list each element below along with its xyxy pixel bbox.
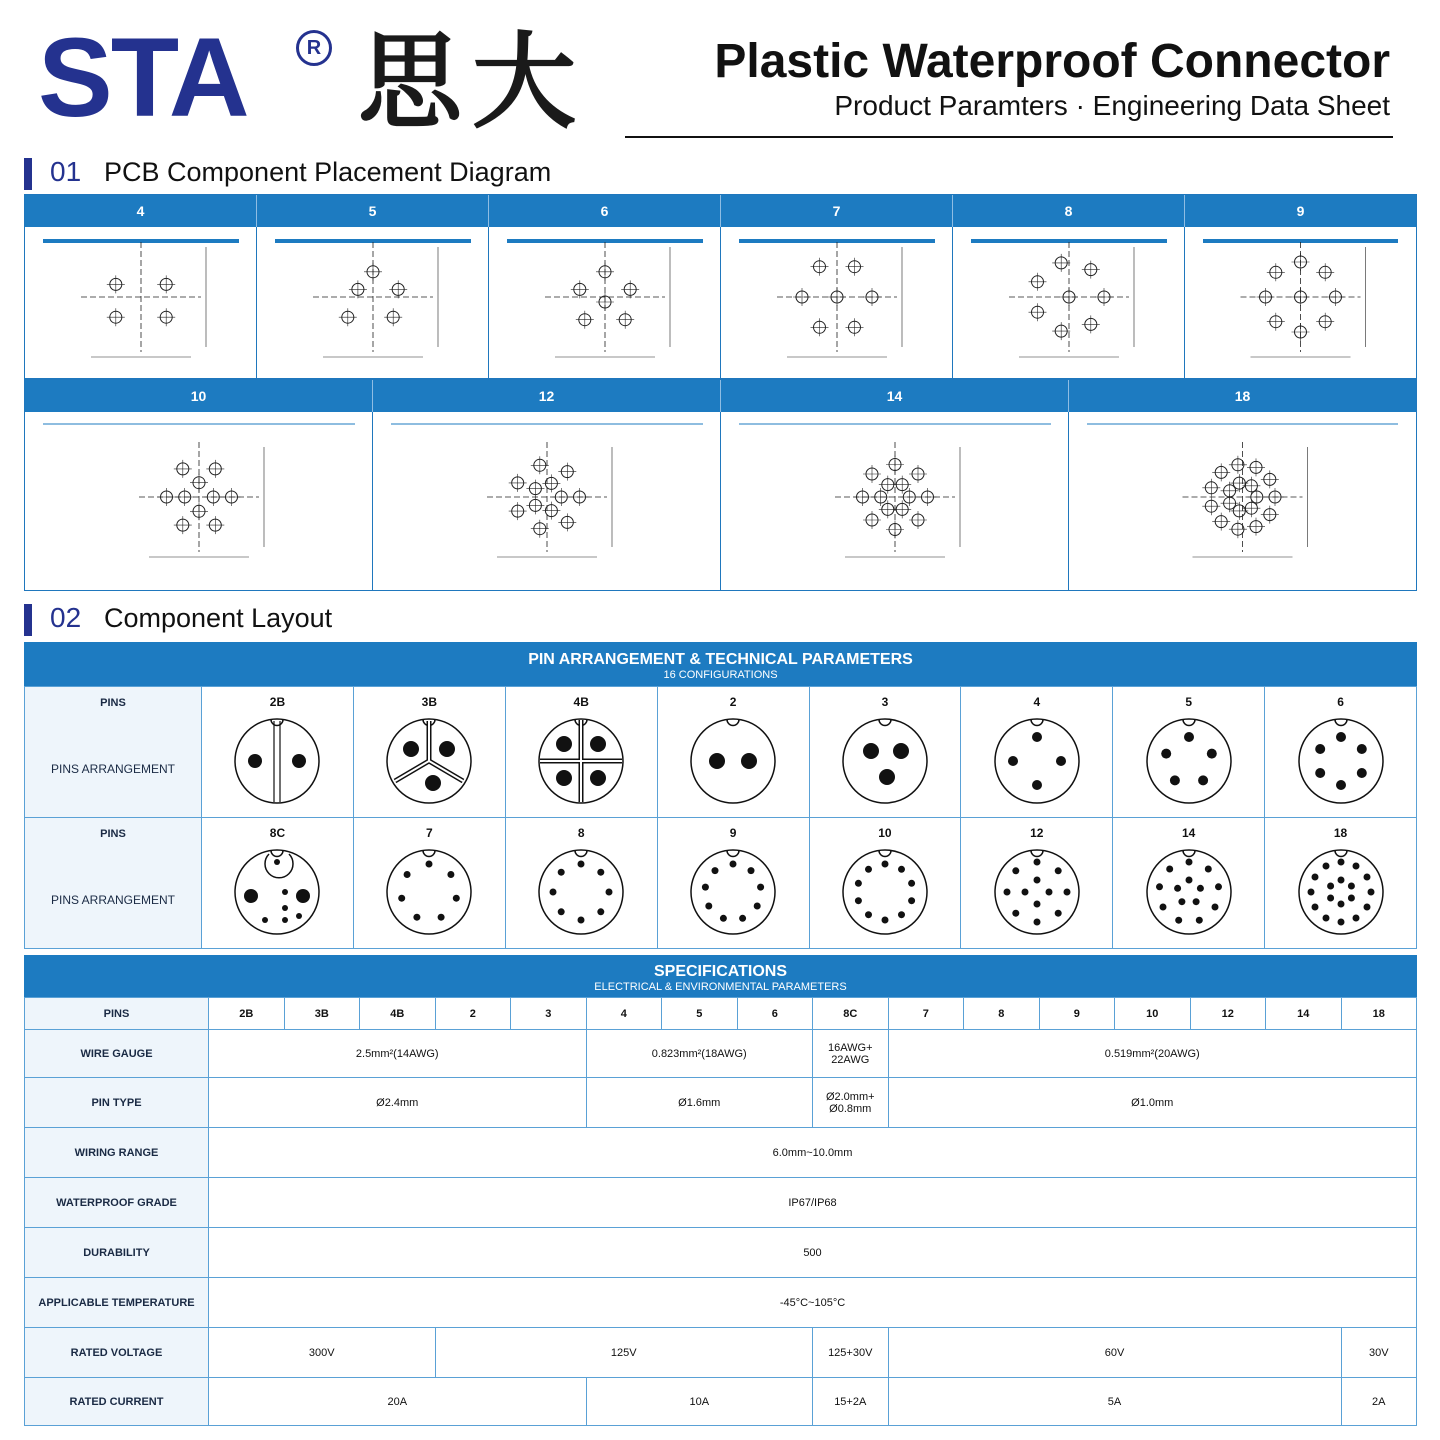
- spec-pin-column: 2: [435, 998, 511, 1030]
- pin-config-label: 8: [577, 826, 585, 840]
- pin-config-cell: [505, 687, 657, 818]
- pin-type-label: PIN TYPE: [25, 1078, 209, 1128]
- pin-contact: [1055, 910, 1062, 917]
- pcb-label: 7: [721, 195, 953, 227]
- pin-contact: [754, 903, 761, 910]
- pin-config-label: 10: [878, 826, 892, 840]
- pin-contact: [578, 861, 585, 868]
- section-marker: [24, 158, 32, 190]
- pin-contact: [1327, 883, 1334, 890]
- pin-contact: [1352, 915, 1359, 922]
- pin-contact: [855, 880, 862, 887]
- pcb-label: 10: [25, 380, 373, 412]
- pin-contact: [1021, 889, 1028, 896]
- pin-contact: [1336, 780, 1346, 790]
- pin-contact: [1033, 877, 1040, 884]
- pin-contact: [1204, 866, 1211, 873]
- pin-contact: [550, 889, 557, 896]
- pin-contact: [1195, 917, 1202, 924]
- specs-subtitle: ELECTRICAL & ENVIRONMENTAL PARAMETERS: [594, 981, 847, 993]
- pin-contact: [606, 889, 613, 896]
- pin-contact: [893, 743, 909, 759]
- section-number: 02: [50, 602, 82, 633]
- wiring-range-row: [25, 1128, 1417, 1178]
- pin-contact: [1012, 867, 1019, 874]
- pin-contact: [865, 866, 872, 873]
- pcb-diagram: [25, 412, 373, 590]
- pin-contact: [597, 869, 604, 876]
- pin-contact: [720, 915, 727, 922]
- rated-voltage-value: 30V: [1341, 1328, 1417, 1378]
- pin-config-cell: [1113, 818, 1265, 949]
- pin-type-row: [25, 1078, 1417, 1128]
- temperature-value: -45°C~105°C: [209, 1278, 1417, 1328]
- section-number: 01: [50, 156, 82, 187]
- spec-pin-column: 4B: [360, 998, 436, 1030]
- pcb-row1-header: [25, 195, 1416, 227]
- pin-contact: [453, 895, 460, 902]
- pin-contact: [1033, 859, 1040, 866]
- pin-contact: [855, 897, 862, 904]
- wiring-range-value: 6.0mm~10.0mm: [209, 1128, 1417, 1178]
- pin-contact: [1033, 901, 1040, 908]
- pin-contact: [1322, 915, 1329, 922]
- pcb-grid-row1: [24, 194, 1417, 379]
- pin-contact: [1337, 919, 1344, 926]
- pin-config-label: 6: [1337, 695, 1344, 709]
- pin-config-cell: [202, 818, 354, 949]
- rated-current-value: 5A: [888, 1378, 1341, 1426]
- header-divider: [625, 136, 1393, 138]
- durability-label: DURABILITY: [25, 1228, 209, 1278]
- wire-gauge-value: 2.5mm²(14AWG): [209, 1030, 587, 1078]
- pin-config-cell: [505, 818, 657, 949]
- pin-contact: [1197, 885, 1204, 892]
- pin-config-cell: [202, 687, 354, 818]
- pin-contact: [1063, 889, 1070, 896]
- pin-contact: [1356, 768, 1366, 778]
- spec-pin-column: 7: [888, 998, 964, 1030]
- brand-latin: STA: [38, 15, 248, 140]
- durability-row: [25, 1228, 1417, 1278]
- pin-contact: [404, 871, 411, 878]
- pcb-label: 18: [1234, 388, 1251, 404]
- spec-pin-column: 10: [1115, 998, 1191, 1030]
- specs-header: [24, 955, 1417, 997]
- spec-pin-column: 3: [511, 998, 587, 1030]
- pin-config-cell: [353, 818, 505, 949]
- pin-contact: [1363, 874, 1370, 881]
- pcb-label: 5: [257, 195, 489, 227]
- pin-config-label: 8C: [269, 826, 286, 840]
- pin-config-cell: [1265, 687, 1417, 818]
- pcb-footprint-svg: [257, 227, 489, 378]
- spec-pin-column: 12: [1190, 998, 1266, 1030]
- pin-contact: [739, 915, 746, 922]
- pin-contact: [274, 859, 280, 865]
- pin-contact: [1032, 732, 1042, 742]
- pin-contact: [1311, 874, 1318, 881]
- pin-face-diagram: [531, 711, 631, 811]
- pin-contact: [1215, 883, 1222, 890]
- pin-config-cell: [961, 818, 1113, 949]
- pin-contact: [1206, 749, 1216, 759]
- connector-outline: [843, 719, 927, 803]
- pin-contact: [709, 753, 725, 769]
- pcb-footprint-svg: [25, 412, 373, 590]
- pin-contact: [558, 869, 565, 876]
- rated-current-row: [25, 1378, 1417, 1426]
- pin-config-cell: [657, 687, 809, 818]
- pin-arrangement-table: [24, 686, 1417, 949]
- pin-contact: [879, 769, 895, 785]
- pin-config-cell: [809, 687, 961, 818]
- pin-contact: [1159, 904, 1166, 911]
- pin-contact: [1347, 895, 1354, 902]
- pin-config-label: 12: [1030, 826, 1044, 840]
- pin-config-label: 5: [1185, 695, 1193, 709]
- arrangement-label: PINS ARRANGEMENT: [50, 762, 176, 776]
- pin-contact: [1198, 775, 1208, 785]
- pin-contact: [448, 871, 455, 878]
- pin-contact: [1184, 732, 1194, 742]
- pin-type-value: Ø2.4mm: [209, 1078, 587, 1128]
- pcb-footprint-svg: [1185, 227, 1416, 378]
- pcb-footprint-svg: [373, 412, 721, 590]
- rated-voltage-label: RATED VOLTAGE: [25, 1328, 209, 1378]
- section-heading-pcb: [24, 156, 724, 192]
- wire-gauge-value: 16AWG+ 22AWG: [813, 1030, 889, 1078]
- pin-contact: [558, 908, 565, 915]
- pin-contact: [757, 884, 764, 891]
- pcb-footprint-svg: [721, 227, 953, 378]
- brand-logo: [38, 15, 618, 141]
- waterproof-row: [25, 1178, 1417, 1228]
- pcb-diagram: [953, 227, 1185, 378]
- pin-config-label: 3: [881, 695, 889, 709]
- pins-label: PINS: [100, 828, 126, 840]
- pin-contact: [1367, 889, 1374, 896]
- pin-contact: [881, 917, 888, 924]
- connector-outline: [1147, 719, 1231, 803]
- spec-pin-column: 3B: [284, 998, 360, 1030]
- section-marker: [24, 604, 32, 636]
- pin-config-label: 7: [425, 826, 433, 840]
- spec-pin-column: 2B: [209, 998, 285, 1030]
- connector-outline: [1299, 719, 1383, 803]
- pcb-label: 8: [953, 195, 1185, 227]
- pin-contact: [1033, 919, 1040, 926]
- pin-face-diagram: [1139, 711, 1239, 811]
- pin-face-diagram: [987, 842, 1087, 942]
- pin-config-label: 9: [729, 826, 737, 840]
- pin-contact: [1322, 863, 1329, 870]
- pin-contact: [705, 903, 712, 910]
- spec-pins-label: PINS: [25, 998, 209, 1030]
- pin-row: [25, 687, 1417, 818]
- pin-contact: [244, 889, 258, 903]
- pin-contact: [908, 897, 915, 904]
- pin-config-cell: [1113, 687, 1265, 818]
- pin-contact: [1307, 889, 1314, 896]
- pins-panel-subtitle: 16 CONFIGURATIONS: [663, 669, 778, 681]
- pins-label-cell: [25, 818, 202, 949]
- pin-contact: [292, 754, 306, 768]
- pin-contact: [730, 861, 737, 868]
- pin-contact: [282, 917, 288, 923]
- pcb-label: 12: [373, 380, 721, 412]
- pcb-footprint-svg: [489, 227, 721, 378]
- pin-contact: [1174, 885, 1181, 892]
- rated-voltage-value: 60V: [888, 1328, 1341, 1378]
- pin-contact: [898, 911, 905, 918]
- pcb-diagram: [489, 227, 721, 378]
- wire-gauge-row: [25, 1030, 1417, 1078]
- page-title: Plastic Waterproof Connector: [714, 35, 1390, 88]
- pin-contact: [590, 770, 606, 786]
- pin-config-label: 4B: [573, 695, 589, 709]
- pin-type-value: Ø2.0mm+ Ø0.8mm: [813, 1078, 889, 1128]
- pin-contact: [1166, 866, 1173, 873]
- pin-config-cell: [353, 687, 505, 818]
- pin-contact: [1170, 775, 1180, 785]
- arrangement-label: PINS ARRANGEMENT: [50, 893, 176, 907]
- pin-contact: [1175, 917, 1182, 924]
- spec-pin-column: 5: [662, 998, 738, 1030]
- pin-contact: [1337, 877, 1344, 884]
- connector-outline: [995, 719, 1079, 803]
- pin-contact: [590, 736, 606, 752]
- spec-pin-column: 8: [964, 998, 1040, 1030]
- spec-pin-column: 8C: [813, 998, 889, 1030]
- pin-face-diagram: [1291, 842, 1391, 942]
- pin-config-cell: [961, 687, 1113, 818]
- pin-contact: [282, 889, 288, 895]
- pcb-grid-row2: [24, 379, 1417, 591]
- pin-contact: [1003, 889, 1010, 896]
- pin-face-diagram: [227, 842, 327, 942]
- pcb-row2-cells: [25, 412, 1416, 590]
- pin-config-label: 18: [1333, 826, 1348, 840]
- pin-config-cell: [1265, 818, 1417, 949]
- pin-contact: [556, 736, 572, 752]
- section-title: Component Layout: [104, 603, 333, 633]
- pin-contact: [702, 884, 709, 891]
- pin-contact: [1032, 780, 1042, 790]
- pin-contact: [1185, 859, 1192, 866]
- pin-config-label: 3B: [421, 695, 437, 709]
- spec-pin-column: 6: [737, 998, 813, 1030]
- pin-contact: [1311, 904, 1318, 911]
- pin-contact: [438, 914, 445, 921]
- pcb-footprint-svg: [25, 227, 257, 378]
- pin-config-cell: [657, 818, 809, 949]
- waterproof-value: IP67/IP68: [209, 1178, 1417, 1228]
- pin-contact: [881, 861, 888, 868]
- page-subtitle: Product Paramters · Engineering Data Sheet: [834, 90, 1390, 121]
- rated-voltage-value: 125V: [435, 1328, 813, 1378]
- section-heading-layout: [24, 602, 724, 638]
- pin-contact: [1178, 898, 1185, 905]
- pin-contact: [1347, 883, 1354, 890]
- rated-current-value: 10A: [586, 1378, 813, 1426]
- pin-config-label: 4: [1033, 695, 1041, 709]
- connector-outline: [235, 719, 319, 803]
- pcb-diagram: [1185, 227, 1416, 378]
- pin-config-label: 14: [1182, 826, 1196, 840]
- pin-contact: [898, 866, 905, 873]
- pin-contact: [1315, 768, 1325, 778]
- pin-row: [25, 818, 1417, 949]
- rated-current-value: 2A: [1341, 1378, 1417, 1426]
- pin-contact: [578, 917, 585, 924]
- pin-contact: [748, 867, 755, 874]
- pin-contact: [1315, 744, 1325, 754]
- rated-current-label: RATED CURRENT: [25, 1378, 209, 1426]
- spec-pin-column: 14: [1266, 998, 1342, 1030]
- pin-contact: [1161, 749, 1171, 759]
- pin-contact: [1192, 898, 1199, 905]
- pin-contact: [1352, 863, 1359, 870]
- spec-pin-column: 9: [1039, 998, 1115, 1030]
- pin-contact: [1045, 889, 1052, 896]
- pin-contact: [439, 741, 455, 757]
- brand-chinese: 思大: [358, 25, 587, 141]
- pin-face-diagram: [835, 842, 935, 942]
- pin-contact: [1337, 859, 1344, 866]
- pin-contact: [1356, 744, 1366, 754]
- pin-contact: [296, 913, 302, 919]
- pin-contact: [556, 770, 572, 786]
- pins-label-cell: [25, 687, 202, 818]
- pcb-diagram: [25, 227, 257, 378]
- pcb-row2-header: [25, 380, 1416, 412]
- pin-face-diagram: [987, 711, 1087, 811]
- pin-contact: [863, 743, 879, 759]
- pcb-label: 14: [721, 380, 1069, 412]
- temperature-label: APPLICABLE TEMPERATURE: [25, 1278, 209, 1328]
- pin-face-diagram: [379, 711, 479, 811]
- connector-outline: [691, 719, 775, 803]
- pcb-label: 4: [25, 195, 257, 227]
- pcb-footprint-svg: [953, 227, 1185, 378]
- rated-voltage-value: 300V: [209, 1328, 436, 1378]
- pcb-diagram: [1069, 412, 1416, 590]
- spec-pin-column: 18: [1341, 998, 1417, 1030]
- wiring-range-label: WIRING RANGE: [25, 1128, 209, 1178]
- temperature-row: [25, 1278, 1417, 1328]
- pins-panel-header: [24, 642, 1417, 686]
- pins-label: PINS: [100, 697, 126, 709]
- pcb-diagram: [257, 227, 489, 378]
- pins-panel-title: PIN ARRANGEMENT & TECHNICAL PARAMETERS: [528, 651, 913, 668]
- section-title: PCB Component Placement Diagram: [104, 157, 552, 187]
- rated-current-value: 15+2A: [813, 1378, 889, 1426]
- pin-contact: [282, 905, 288, 911]
- pin-contact: [1156, 883, 1163, 890]
- pin-config-cell: [809, 818, 961, 949]
- pin-contact: [426, 861, 433, 868]
- pin-contact: [741, 753, 757, 769]
- pin-contact: [414, 914, 421, 921]
- pin-face-diagram: [531, 842, 631, 942]
- pin-contact: [1363, 904, 1370, 911]
- pin-face-diagram: [683, 711, 783, 811]
- rated-voltage-row: [25, 1328, 1417, 1378]
- pcb-diagram: [721, 227, 953, 378]
- pin-config-label: 2B: [269, 695, 286, 709]
- pin-type-value: Ø1.6mm: [586, 1078, 813, 1128]
- wire-gauge-value: 0.823mm²(18AWG): [586, 1030, 813, 1078]
- registered-mark: R: [296, 30, 332, 66]
- pcb-diagram: [721, 412, 1069, 590]
- specs-title: SPECIFICATIONS: [653, 963, 788, 980]
- pcb-row1-cells: [25, 227, 1416, 378]
- rated-voltage-value: 125+30V: [813, 1328, 889, 1378]
- pin-contact: [1008, 756, 1018, 766]
- pcb-diagram: [373, 412, 721, 590]
- pin-contact: [248, 754, 262, 768]
- spec-pin-column: 4: [586, 998, 662, 1030]
- pin-contact: [1185, 877, 1192, 884]
- pcb-footprint-svg: [1069, 412, 1416, 590]
- pin-contact: [1211, 904, 1218, 911]
- pin-type-value: Ø1.0mm: [888, 1078, 1417, 1128]
- pin-contact: [1056, 756, 1066, 766]
- pin-face-diagram: [1139, 842, 1239, 942]
- pin-contact: [1012, 910, 1019, 917]
- pin-contact: [712, 867, 719, 874]
- pin-contact: [1327, 895, 1334, 902]
- pin-contact: [597, 908, 604, 915]
- pin-contact: [262, 917, 268, 923]
- wire-gauge-value: 0.519mm²(20AWG): [888, 1030, 1417, 1078]
- pin-contact: [399, 895, 406, 902]
- durability-value: 500: [209, 1228, 1417, 1278]
- pin-contact: [1337, 901, 1344, 908]
- pcb-label: 9: [1296, 203, 1305, 219]
- pin-config-label: 2: [729, 695, 737, 709]
- pin-face-diagram: [227, 711, 327, 811]
- pin-contact: [908, 880, 915, 887]
- pin-face-diagram: [379, 842, 479, 942]
- specifications-table: [24, 997, 1417, 1426]
- waterproof-label: WATERPROOF GRADE: [25, 1178, 209, 1228]
- pcb-label: 6: [489, 195, 721, 227]
- pin-contact: [1055, 867, 1062, 874]
- pin-contact: [296, 889, 310, 903]
- pcb-footprint-svg: [721, 412, 1069, 590]
- pin-contact: [865, 911, 872, 918]
- pin-contact: [1336, 732, 1346, 742]
- pin-face-diagram: [1291, 711, 1391, 811]
- spec-pins-row: [25, 998, 1417, 1030]
- pin-contact: [425, 775, 441, 791]
- pin-face-diagram: [683, 842, 783, 942]
- wire-gauge-label: WIRE GAUGE: [25, 1030, 209, 1078]
- pin-contact: [403, 741, 419, 757]
- rated-current-value: 20A: [209, 1378, 587, 1426]
- pin-face-diagram: [835, 711, 935, 811]
